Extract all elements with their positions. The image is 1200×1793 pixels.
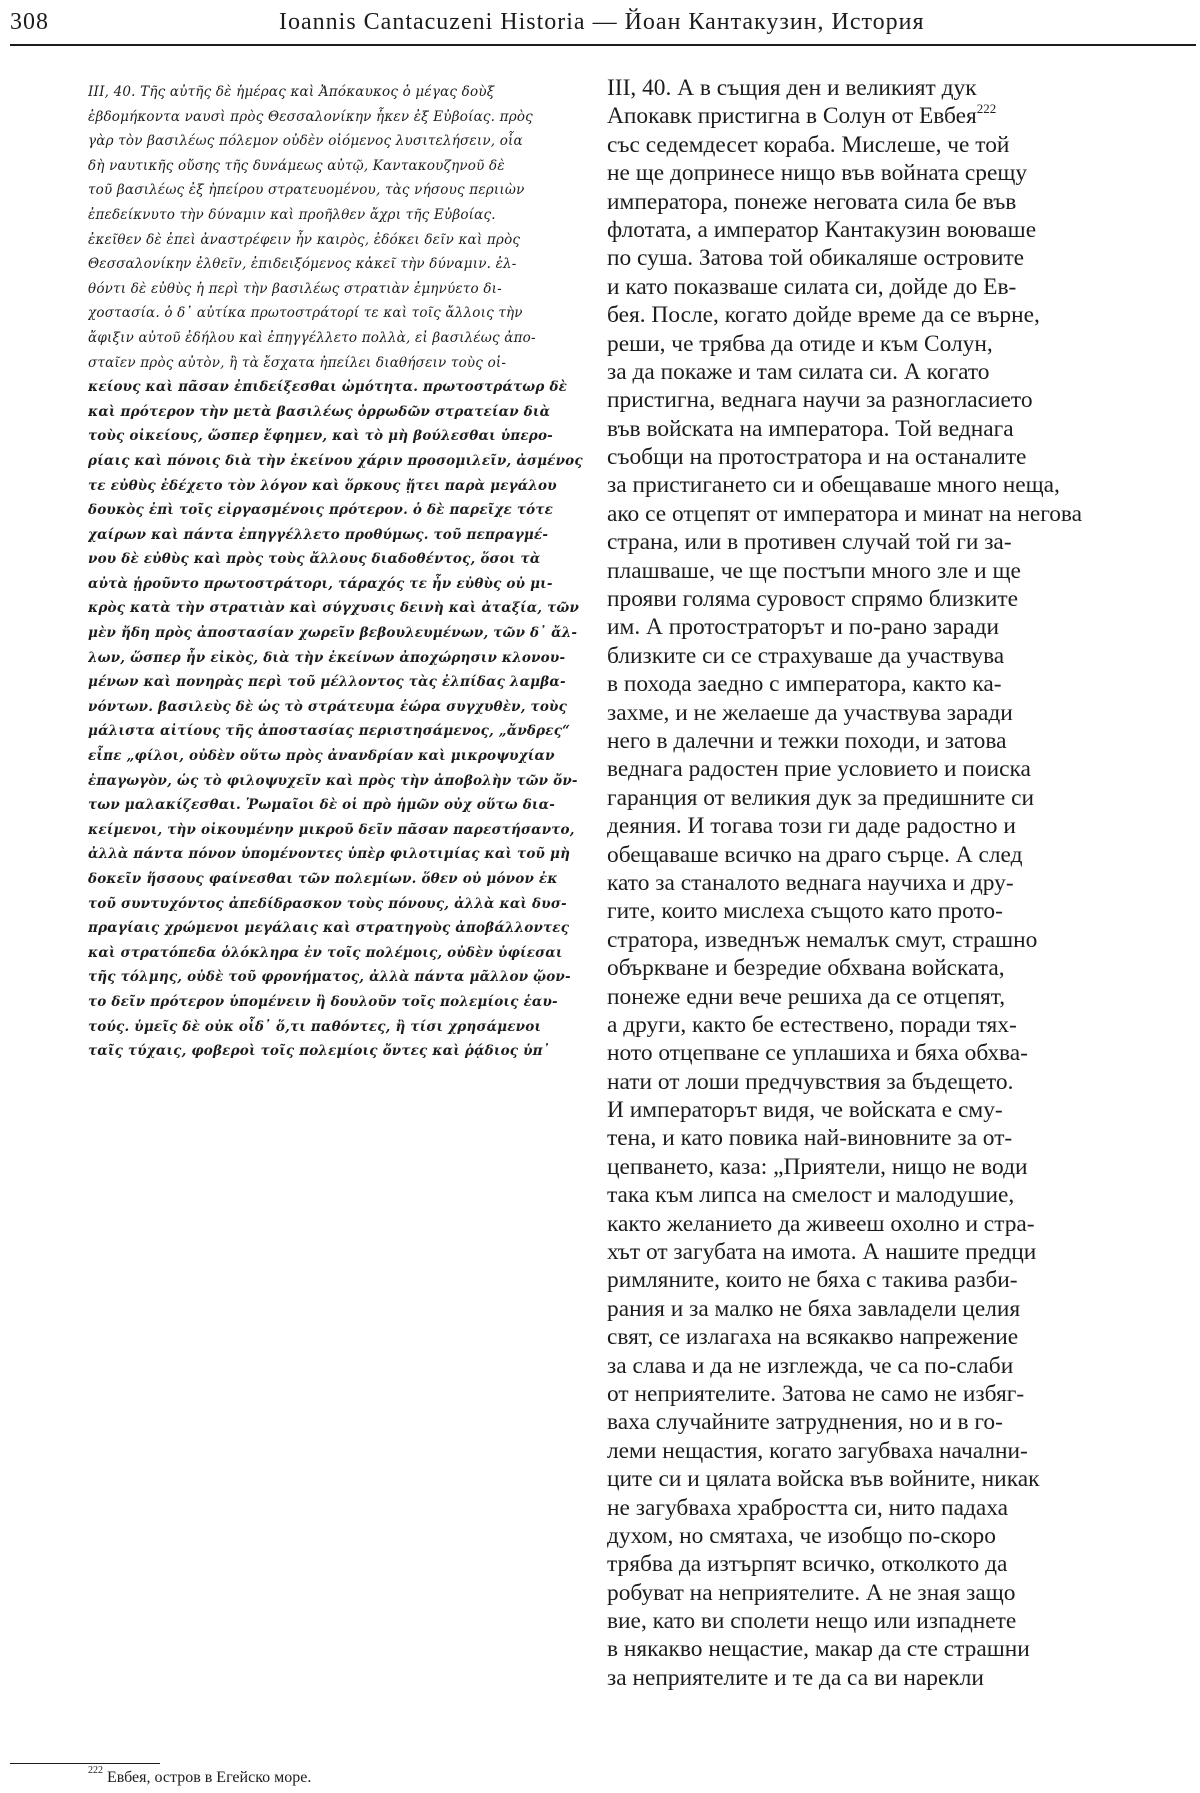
bulgarian-line: плашваше, че ще постъпи много зле и ще — [607, 557, 1021, 584]
footnote-number: 222 — [88, 1765, 103, 1776]
running-title: Ioannis Cantacuzeni Historia — Йоан Кантакузин, История — [279, 9, 925, 35]
greek-line: ἐπαγωγὸν, ὡς τὸ φιλοψυχεῖν καὶ πρὸς τὴν ἀποβολὴν τῶν ὄν- — [88, 772, 578, 789]
greek-line: αὐτὰ ᾑροῦντο πρωτοστράτορι, τάραχός τε ἦν εὐθὺς οὐ μι- — [88, 575, 553, 592]
bulgarian-line: близките си се страхуваше да участвува — [607, 642, 1005, 669]
bulgarian-line: съобщи на протостратора и на останалите — [607, 444, 1027, 471]
greek-line: ἀλλὰ πάντα πόνον ὑπομένοντες ὑπὲρ φιλοτιμίας καὶ τοῦ μὴ — [88, 846, 571, 863]
bulgarian-line: веднага радостен прие условието и поиска — [607, 756, 1031, 783]
bulgarian-line: така към липса на смелост и малодушие, — [607, 1182, 1015, 1209]
bulgarian-line: реши, че трябва да отиде и към Солун, — [607, 330, 993, 357]
greek-line: ρίαις καὶ πόνοις διὰ τὴν ἐκείνου χάριν προσομιλεῖν, ἀσμένος — [88, 452, 583, 469]
page-number: 308 — [10, 9, 49, 35]
greek-line: μένων καὶ πονηρὰς περὶ τοῦ μέλλοντος τὰς ἐλπίδας λαμβα- — [88, 674, 566, 691]
bulgarian-line: стратора, изведнъж немалък смут, страшно — [607, 926, 1038, 953]
greek-line: Θεσσαλονίκην ἐλθεῖν, ἐπιδειξόμενος κἀκεῖ τὴν δύναμιν. ἐλ- — [88, 256, 517, 273]
greek-line: γὰρ τὸν βασιλέως πόλεμον οὐδὲν οἰόμενος λυσιτελήσειν, οἷα — [88, 133, 523, 150]
greek-line: καὶ στρατόπεδα ὁλόκληρα ἐν τοῖς πολέμοις, οὐδὲν ὑφίεσαι — [88, 944, 563, 961]
bulgarian-line: бея. После, когато дойде време да се върне, — [607, 302, 1040, 329]
greek-text-column — [88, 80, 588, 1064]
greek-line: ἐπεδείκνυτο τὴν δύναμιν καὶ προῆλθεν ἄχρι τῆς Εὐβοίας. — [88, 206, 496, 223]
greek-line: III, 40. Τῆς αὐτῆς δὲ ἡμέρας καὶ Ἀπόκαυκος ὁ μέγας δοὺξ — [88, 84, 495, 100]
bulgarian-line: по суша. Затова той обикаляше островите — [607, 245, 1025, 272]
bulgarian-text-column — [607, 74, 1192, 1692]
bulgarian-line: прояви голяма суровост спрямо близките — [607, 586, 1019, 613]
bulgarian-line-text: Апокавк пристигна в Солун от Евбея — [607, 103, 977, 130]
greek-line: πραγίαις χρώμενοι μεγάλαις καὶ στρατηγοὺς ἀποβάλλοντες — [88, 920, 570, 937]
greek-line: νου δὲ εὐθὺς καὶ πρὸς τοὺς ἄλλους διαδοθέντος, ὅσοι τὰ — [88, 551, 541, 568]
bulgarian-line: свят, се излагаха на всякакво напрежение — [607, 1324, 1019, 1351]
bulgarian-line: във войската на императора. Той веднага — [607, 415, 1014, 442]
bulgarian-line: страна, или в противен случай той ги за- — [607, 529, 1012, 556]
bulgarian-line: вие, като ви сполети нещо или изпаднете — [607, 1608, 1017, 1635]
bulgarian-line: в някакво нещастие, макар да сте страшни — [607, 1636, 1030, 1663]
greek-line: δοκεῖν ἥσσους φαίνεσθαι τῶν πολεμίων. ὅθεν οὐ μόνον ἐκ — [88, 871, 558, 887]
greek-line: καὶ πρότερον τὴν μετὰ βασιλέως ὀρρωδῶν στρατείαν διὰ — [88, 403, 551, 420]
greek-line: μάλιστα αἰτίους τῆς ἀποστασίας περιστησάμενος, „ἄνδρες“ — [88, 723, 571, 740]
bulgarian-line: ако се отцепят от императора и минат на негова — [607, 500, 1083, 527]
bulgarian-line: със седемдесет кораба. Мислеше, че той — [607, 131, 1010, 158]
footnote — [88, 1765, 688, 1791]
bulgarian-line — [607, 102, 1192, 130]
greek-line: θόντι δὲ εὐθὺς ἡ περὶ τὴν βασιλέως στρατιὰν ἐμηνύετο δι- — [88, 280, 502, 297]
bulgarian-line: не ще допринесе нищо във войната срещу — [607, 160, 1028, 187]
greek-line: δουκὸς ἐπὶ τοῖς εἰργασμένοις πρότερον. ὁ δὲ παρεῖχε τότε — [88, 502, 554, 519]
greek-line: των μαλακίζεσθαι. Ῥωμαῖοι δὲ οἱ πρὸ ἡμῶν οὐχ οὕτω δια- — [88, 797, 556, 814]
bulgarian-line: обещаваше всичко на драго сърце. А след — [607, 841, 1023, 868]
bulgarian-line: за пристигането си и обещаваше много неща, — [607, 472, 1060, 499]
greek-line: το δεῖν πρότερον ὑπομένειν ἢ δουλοῦν τοῖς πολεμίοις ἑαυ- — [88, 993, 558, 1010]
bulgarian-line: в похода заедно с императора, както ка- — [607, 671, 1002, 698]
greek-line: εἶπε „φίλοι, οὐδὲν οὕτω πρὸς ἀνανδρίαν καὶ μικροψυχίαν — [88, 748, 555, 765]
bulgarian-line: III, 40. А в същия ден и великият дук — [607, 75, 977, 101]
greek-line: νόντων. βασιλεὺς δὲ ὡς τὸ στράτευμα ἑώρα συγχυθὲν, τοὺς — [88, 698, 568, 715]
bulgarian-line: понеже едни вече решиха да се отцепят, — [607, 983, 1006, 1010]
bulgarian-line: деяния. И тогава този ги даде радостно и — [607, 813, 1016, 840]
greek-line: λων, ὥσπερ ἦν εἰκὸς, διὰ τὴν ἐκείνων ἀποχώρησιν κλονου- — [88, 649, 566, 666]
bulgarian-line: ваха случайните затруднения, но и в го- — [607, 1409, 1003, 1436]
bulgarian-line: него в далечни и тежки походи, и затова — [607, 727, 1007, 754]
greek-line: τε εὐθὺς ἐδέχετο τὸν λόγον καὶ ὅρκους ᾔτει παρὰ μεγάλου — [88, 477, 557, 494]
greek-line: κρὸς κατὰ τὴν στρατιὰν καὶ σύγχυσις δεινὴ καὶ ἀταξία, τῶν — [88, 600, 580, 617]
greek-line: ἐκεῖθεν δὲ ἐπεὶ ἀναστρέφειν ἦν καιρὸς, ἐδόκει δεῖν καὶ πρὸς — [88, 231, 521, 248]
bulgarian-line: от неприятелите. Затова не само не избяг- — [607, 1380, 1025, 1407]
bulgarian-line: хът от загубата на имота. А нашите предци — [607, 1239, 1037, 1266]
bulgarian-line: ците си и цялата войска във войните, никак — [607, 1466, 1040, 1493]
bulgarian-line: за неприятелите и те да са ви нарекли — [607, 1664, 984, 1691]
bulgarian-line: пристигна, веднага научи за разногласието — [607, 387, 1033, 414]
greek-line: ταῖς τύχαις, φοβεροὶ τοῖς πολεμίοις ὄντες καὶ ῥᾴδιος ὑπ᾽ — [88, 1043, 550, 1060]
bulgarian-line: тена, и като повика най-виновните за от- — [607, 1125, 1013, 1152]
greek-line: τούς. ὑμεῖς δὲ οὐκ οἶδ᾽ ὅ,τι παθόντες, ἢ τίσι χρησάμενοι — [88, 1018, 542, 1035]
greek-line: ἄφιξιν αὐτοῦ ἐδήλου καὶ ἐπηγγέλλετο πολλὰ, εἰ βασιλέως ἀπο- — [88, 329, 536, 346]
bulgarian-line: нати от лоши предчувствия за бъдещето. — [607, 1068, 1014, 1095]
bulgarian-line: захме, и не желаеше да участвува заради — [607, 699, 1013, 726]
bulgarian-line: и като показваше силата си, дойде до Ев- — [607, 273, 1017, 300]
greek-line: ἑβδομήκοντα ναυσὶ πρὸς Θεσσαλονίκην ἧκεν ἐξ Εὐβοίας. πρὸς — [88, 108, 533, 125]
bulgarian-line: объркване и безредие обхвана войската, — [607, 955, 1005, 982]
bulgarian-line: като за станалото веднага научиха и дру- — [607, 869, 1014, 896]
greek-line: κείμενοι, τὴν οἰκουμένην μικροῦ δεῖν πᾶσαν παρεστήσαντο, — [88, 821, 575, 838]
footnote-rule — [10, 1763, 160, 1764]
greek-line: μὲν ἤδη πρὸς ἀποστασίαν χωρεῖν βεβουλευμένων, τῶν δ᾽ ἄλ- — [88, 625, 578, 642]
bulgarian-line: а други, както бе естествено, поради тях- — [607, 1011, 1017, 1038]
bulgarian-line: робуват на неприятелите. А не зная защо — [607, 1579, 1016, 1606]
bulgarian-line: гите, които мислеха същото като прото- — [607, 898, 1003, 925]
bulgarian-line: за слава и да не изглежда, че са по-слаби — [607, 1352, 1014, 1379]
bulgarian-line: ното отцепване се уплашиха и бяха обхва- — [607, 1040, 1028, 1067]
bulgarian-line: за да покаже и там силата си. А когато — [607, 358, 990, 385]
bulgarian-line: трябва да изтърпят всичко, отколкото да — [607, 1551, 1008, 1578]
greek-line: τοῦ βασιλέως ἐξ ἠπείρου στρατευομένου, τὰς νήσους περιιὼν — [88, 182, 525, 199]
greek-line: σταῖεν πρὸς αὐτὸν, ἢ τὰ ἔσχατα ἠπείλει διαθήσειν τοὺς οἰ- — [88, 354, 507, 371]
greek-line: δὴ ναυτικῆς οὔσης τῆς δυνάμεως αὐτῷ, Καντακουζηνοῦ δὲ — [88, 157, 505, 174]
bulgarian-line: гаранция от великия дук за предишните си — [607, 784, 1035, 811]
bulgarian-line: рания и за малко не бяха завладели целия — [607, 1295, 1021, 1322]
page-header — [10, 2, 1195, 42]
bulgarian-line: не загубваха храбростта си, нито падаха — [607, 1494, 1009, 1521]
footnote-reference: 222 — [976, 102, 997, 117]
greek-line: χοστασία. ὁ δ᾽ αὐτίκα πρωτοστράτορί τε καὶ τοῖς ἄλλοις τὴν — [88, 305, 523, 322]
bulgarian-line: леми нещастия, когато загубваха начални- — [607, 1437, 1028, 1464]
greek-line: τοὺς οἰκείους, ὥσπερ ἔφημεν, καὶ τὸ μὴ βούλεσθαι ὑπερο- — [88, 428, 553, 445]
bulgarian-line: И императорът видя, че войската е сму- — [607, 1097, 1003, 1124]
greek-line: κείους καὶ πᾶσαν ἐπιδείξεσθαι ὠμότητα. πρωτοστράτωρ δὲ — [88, 379, 568, 396]
bulgarian-line: цепването, каза: „Приятели, нищо не води — [607, 1153, 1028, 1180]
bulgarian-line: флотата, а император Кантакузин воюваше — [607, 216, 1037, 243]
bulgarian-line: както желанието да живееш охолно и стра- — [607, 1210, 1035, 1237]
footnote-text: Евбея, остров в Егейско море. — [107, 1769, 312, 1786]
bulgarian-line: императора, понеже неговата сила бе във — [607, 188, 1017, 215]
bulgarian-line: духом, но смятаха, че изобщо по-скоро — [607, 1522, 996, 1549]
header-rule — [10, 44, 1196, 46]
greek-line: τῆς τόλμης, οὐδὲ τοῦ φρονήματος, ἀλλὰ πάντα μᾶλλον ᾤον- — [88, 969, 571, 986]
bulgarian-line: римляните, които не бяха с такива разби- — [607, 1267, 1018, 1294]
greek-line: τοῦ συντυχόντος ἀπεδίδρασκον τοὺς πόνους, ἀλλὰ καὶ δυσ- — [88, 895, 567, 912]
bulgarian-line: им. А протостраторът и по-рано заради — [607, 614, 999, 641]
greek-line: χαίρων καὶ πάντα ἐπηγγέλλετο προθύμως. τοῦ πεπραγμέ- — [88, 526, 549, 543]
